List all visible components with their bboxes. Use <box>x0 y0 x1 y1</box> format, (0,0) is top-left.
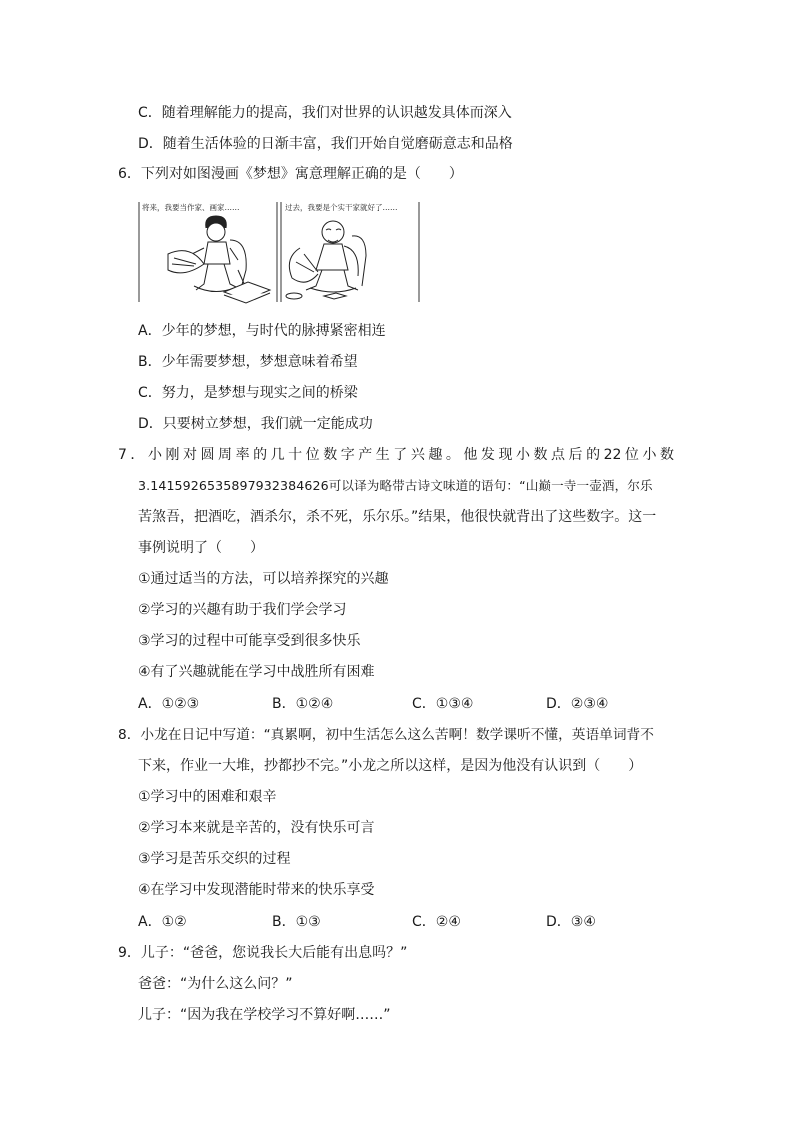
q7-choice-d: D．②③④ <box>546 696 609 712</box>
q7-choice-a: A．①②③ <box>138 696 200 712</box>
q7-item-4: ④有了兴趣就能在学习中战胜所有困难 <box>138 664 375 680</box>
q5-option-c: C．随着理解能力的提高，我们对世界的认识越发具体而深入 <box>138 105 512 121</box>
q7-item-2: ②学习的兴趣有助于我们学会学习 <box>138 602 347 618</box>
q8-stem-line1: 8．小龙在日记中写道：“真累啊，初中生活怎么这么苦啊！数学课听不懂，英语单词背不 <box>118 727 654 743</box>
cartoon-caption-left: 将来，我要当作家、画家…… <box>142 203 240 212</box>
books-stack <box>224 282 270 303</box>
q9-line1: 9．儿子：“爸爸，您说我长大后能有出息吗？” <box>118 945 408 961</box>
q9-line2: 爸爸：“为什么这么问？” <box>138 976 293 992</box>
q7-item-3: ③学习的过程中可能享受到很多快乐 <box>138 633 361 649</box>
q8-choice-a: A．①② <box>138 914 187 930</box>
q7-stem-line4: 事例说明了（ ） <box>138 540 264 556</box>
q7-item-1: ①通过适当的方法，可以培养探究的兴趣 <box>138 571 389 587</box>
q8-item-1: ①学习中的困难和艰辛 <box>138 789 277 805</box>
q8-choice-d: D．③④ <box>546 914 596 930</box>
q7-choice-b: B．①②④ <box>272 696 334 712</box>
old-man-figure <box>289 221 366 292</box>
q8-stem-line2: 下来，作业一大堆，抄都抄不完。”小龙之所以这样，是因为他没有认识到（ ） <box>138 758 643 774</box>
q8-choice-b: B．①③ <box>272 914 321 930</box>
q6-option-b: B．少年需要梦想，梦想意味着希望 <box>138 354 358 370</box>
q7-stem-line2: 3.1415926535897932384626可以译为略带古诗文味道的语句：“山巅一寺一壶酒，尔乐 <box>138 478 653 493</box>
q9-line3: 儿子：“因为我在学校学习不算好啊……” <box>138 1007 391 1023</box>
q8-item-2: ②学习本来就是辛苦的，没有快乐可言 <box>138 820 375 836</box>
q6-option-d: D．只要树立梦想，我们就一定能成功 <box>138 416 373 432</box>
q5-option-d: D．随着生活体验的日渐丰富，我们开始自觉磨砺意志和品格 <box>138 136 513 152</box>
dream-cartoon-image <box>138 200 420 304</box>
boy-figure <box>168 216 246 292</box>
q7-choice-c: C．①③④ <box>412 696 474 712</box>
cartoon-caption-right: 过去，我要是个实干家就好了…… <box>285 203 398 212</box>
q6-option-a: A．少年的梦想，与时代的脉搏紧密相连 <box>138 323 386 339</box>
q7-stem-line3: 苦煞吾，把酒吃，酒杀尔，杀不死，乐尔乐。”结果，他很快就背出了这些数字。这一 <box>138 509 657 525</box>
q7-stem-line1: 7．小刚对圆周率的几十位数字产生了兴趣。他发现小数点后的22位小数 <box>118 447 674 463</box>
q8-item-4: ④在学习中发现潜能时带来的快乐享受 <box>138 882 375 898</box>
q6-option-c: C．努力，是梦想与现实之间的桥梁 <box>138 385 358 401</box>
dropped-items <box>286 293 346 299</box>
q6-stem: 6．下列对如图漫画《梦想》寓意理解正确的是（ ） <box>118 166 463 182</box>
q8-item-3: ③学习是苦乐交织的过程 <box>138 851 291 867</box>
q8-choice-c: C．②④ <box>412 914 461 930</box>
